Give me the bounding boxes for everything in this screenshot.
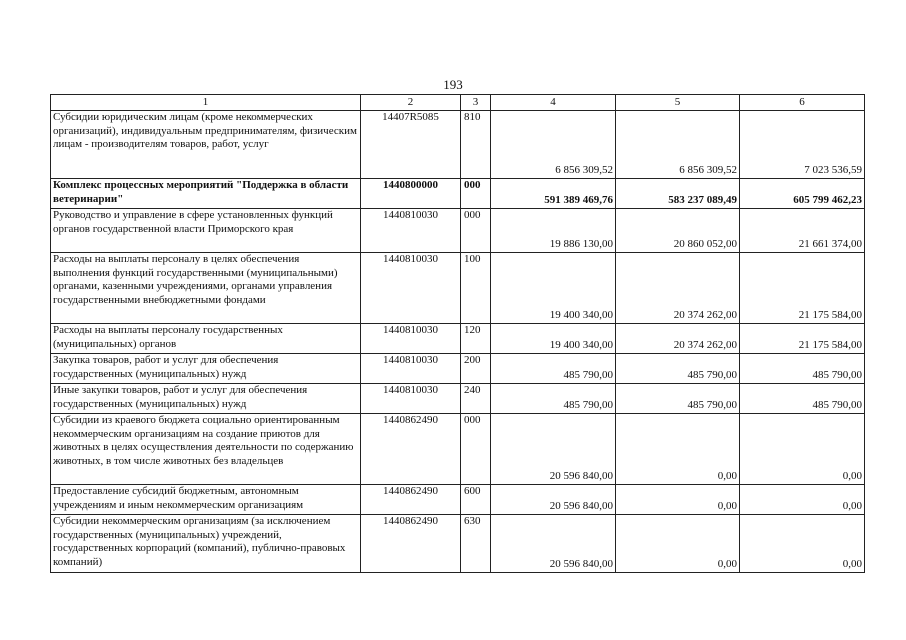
row-amount-3: 0,00 xyxy=(740,414,865,485)
row-type: 600 xyxy=(461,485,491,515)
row-amount-1: 6 856 309,52 xyxy=(491,111,616,179)
budget-table xyxy=(50,94,865,573)
table-row xyxy=(51,384,865,414)
row-amount-2: 0,00 xyxy=(616,414,740,485)
row-amount-3: 21 661 374,00 xyxy=(740,209,865,253)
row-type: 000 xyxy=(461,414,491,485)
row-amount-1: 20 596 840,00 xyxy=(491,515,616,573)
row-amount-1: 19 886 130,00 xyxy=(491,209,616,253)
row-amount-2: 6 856 309,52 xyxy=(616,111,740,179)
row-name: Субсидии некоммерческим организациям (за исключением государственных (муниципальных) учреждений, государственных корпораций (компаний), публично-правовых компаний) xyxy=(51,515,361,573)
row-type: 000 xyxy=(461,209,491,253)
column-number-amount-2: 5 xyxy=(616,95,740,111)
row-code: 1440862490 xyxy=(361,515,461,573)
table-row xyxy=(51,414,865,485)
table-row xyxy=(51,253,865,324)
table-row xyxy=(51,515,865,573)
column-number-amount-3: 6 xyxy=(740,95,865,111)
row-name: Предоставление субсидий бюджетным, автономным учреждениям и иным некоммерческим организациям xyxy=(51,485,361,515)
row-code: 1440810030 xyxy=(361,354,461,384)
row-code: 1440862490 xyxy=(361,414,461,485)
row-name: Субсидии из краевого бюджета социально ориентированным некоммерческим организациям на создание приютов для животных в целях осуществления деятельности по содержанию животных, в том числе животных без владельцев xyxy=(51,414,361,485)
row-amount-1: 20 596 840,00 xyxy=(491,485,616,515)
row-amount-2: 583 237 089,49 xyxy=(616,179,740,209)
table-row xyxy=(51,179,865,209)
row-amount-2: 0,00 xyxy=(616,515,740,573)
row-amount-1: 20 596 840,00 xyxy=(491,414,616,485)
row-code: 1440810030 xyxy=(361,253,461,324)
row-code: 1440862490 xyxy=(361,485,461,515)
row-amount-2: 20 374 262,00 xyxy=(616,324,740,354)
row-name: Субсидии юридическим лицам (кроме некоммерческих организаций), индивидуальным предпринимателям, физическим лицам - производителям товаров, работ, услуг xyxy=(51,111,361,179)
row-type: 240 xyxy=(461,384,491,414)
row-name: Расходы на выплаты персоналу государственных (муниципальных) органов xyxy=(51,324,361,354)
row-name: Комплекс процессных мероприятий "Поддержка в области ветеринарии" xyxy=(51,179,361,209)
row-code: 1440810030 xyxy=(361,324,461,354)
row-amount-3: 7 023 536,59 xyxy=(740,111,865,179)
column-number-row xyxy=(51,95,865,111)
row-amount-1: 485 790,00 xyxy=(491,384,616,414)
row-amount-3: 485 790,00 xyxy=(740,354,865,384)
column-number-name: 1 xyxy=(51,95,361,111)
row-type: 810 xyxy=(461,111,491,179)
row-amount-3: 0,00 xyxy=(740,515,865,573)
row-code: 1440810030 xyxy=(361,209,461,253)
row-amount-3: 21 175 584,00 xyxy=(740,253,865,324)
row-type: 000 xyxy=(461,179,491,209)
row-code: 1440810030 xyxy=(361,384,461,414)
row-amount-1: 485 790,00 xyxy=(491,354,616,384)
row-amount-3: 0,00 xyxy=(740,485,865,515)
column-number-type: 3 xyxy=(461,95,491,111)
row-amount-2: 20 860 052,00 xyxy=(616,209,740,253)
row-amount-1: 19 400 340,00 xyxy=(491,253,616,324)
row-type: 120 xyxy=(461,324,491,354)
row-type: 630 xyxy=(461,515,491,573)
row-amount-2: 485 790,00 xyxy=(616,354,740,384)
row-type: 200 xyxy=(461,354,491,384)
row-amount-1: 19 400 340,00 xyxy=(491,324,616,354)
row-name: Расходы на выплаты персоналу в целях обеспечения выполнения функций государственными (муниципальными) органами, казенными учреждениями, органами управления государственными внебюджетными фондами xyxy=(51,253,361,324)
row-name: Иные закупки товаров, работ и услуг для обеспечения государственных (муниципальных) нужд xyxy=(51,384,361,414)
table-row xyxy=(51,354,865,384)
row-amount-2: 20 374 262,00 xyxy=(616,253,740,324)
table-row xyxy=(51,111,865,179)
row-amount-2: 485 790,00 xyxy=(616,384,740,414)
table-row xyxy=(51,209,865,253)
page-number: 193 xyxy=(443,77,463,92)
table-row xyxy=(51,324,865,354)
row-name: Руководство и управление в сфере установленных функций органов государственной власти Приморского края xyxy=(51,209,361,253)
column-number-amount-1: 4 xyxy=(491,95,616,111)
row-amount-3: 21 175 584,00 xyxy=(740,324,865,354)
row-code: 1440800000 xyxy=(361,179,461,209)
row-amount-2: 0,00 xyxy=(616,485,740,515)
row-code: 14407R5085 xyxy=(361,111,461,179)
row-amount-3: 485 790,00 xyxy=(740,384,865,414)
table-body xyxy=(51,95,865,573)
row-type: 100 xyxy=(461,253,491,324)
table-row xyxy=(51,485,865,515)
row-name: Закупка товаров, работ и услуг для обеспечения государственных (муниципальных) нужд xyxy=(51,354,361,384)
column-number-code: 2 xyxy=(361,95,461,111)
row-amount-3: 605 799 462,23 xyxy=(740,179,865,209)
row-amount-1: 591 389 469,76 xyxy=(491,179,616,209)
